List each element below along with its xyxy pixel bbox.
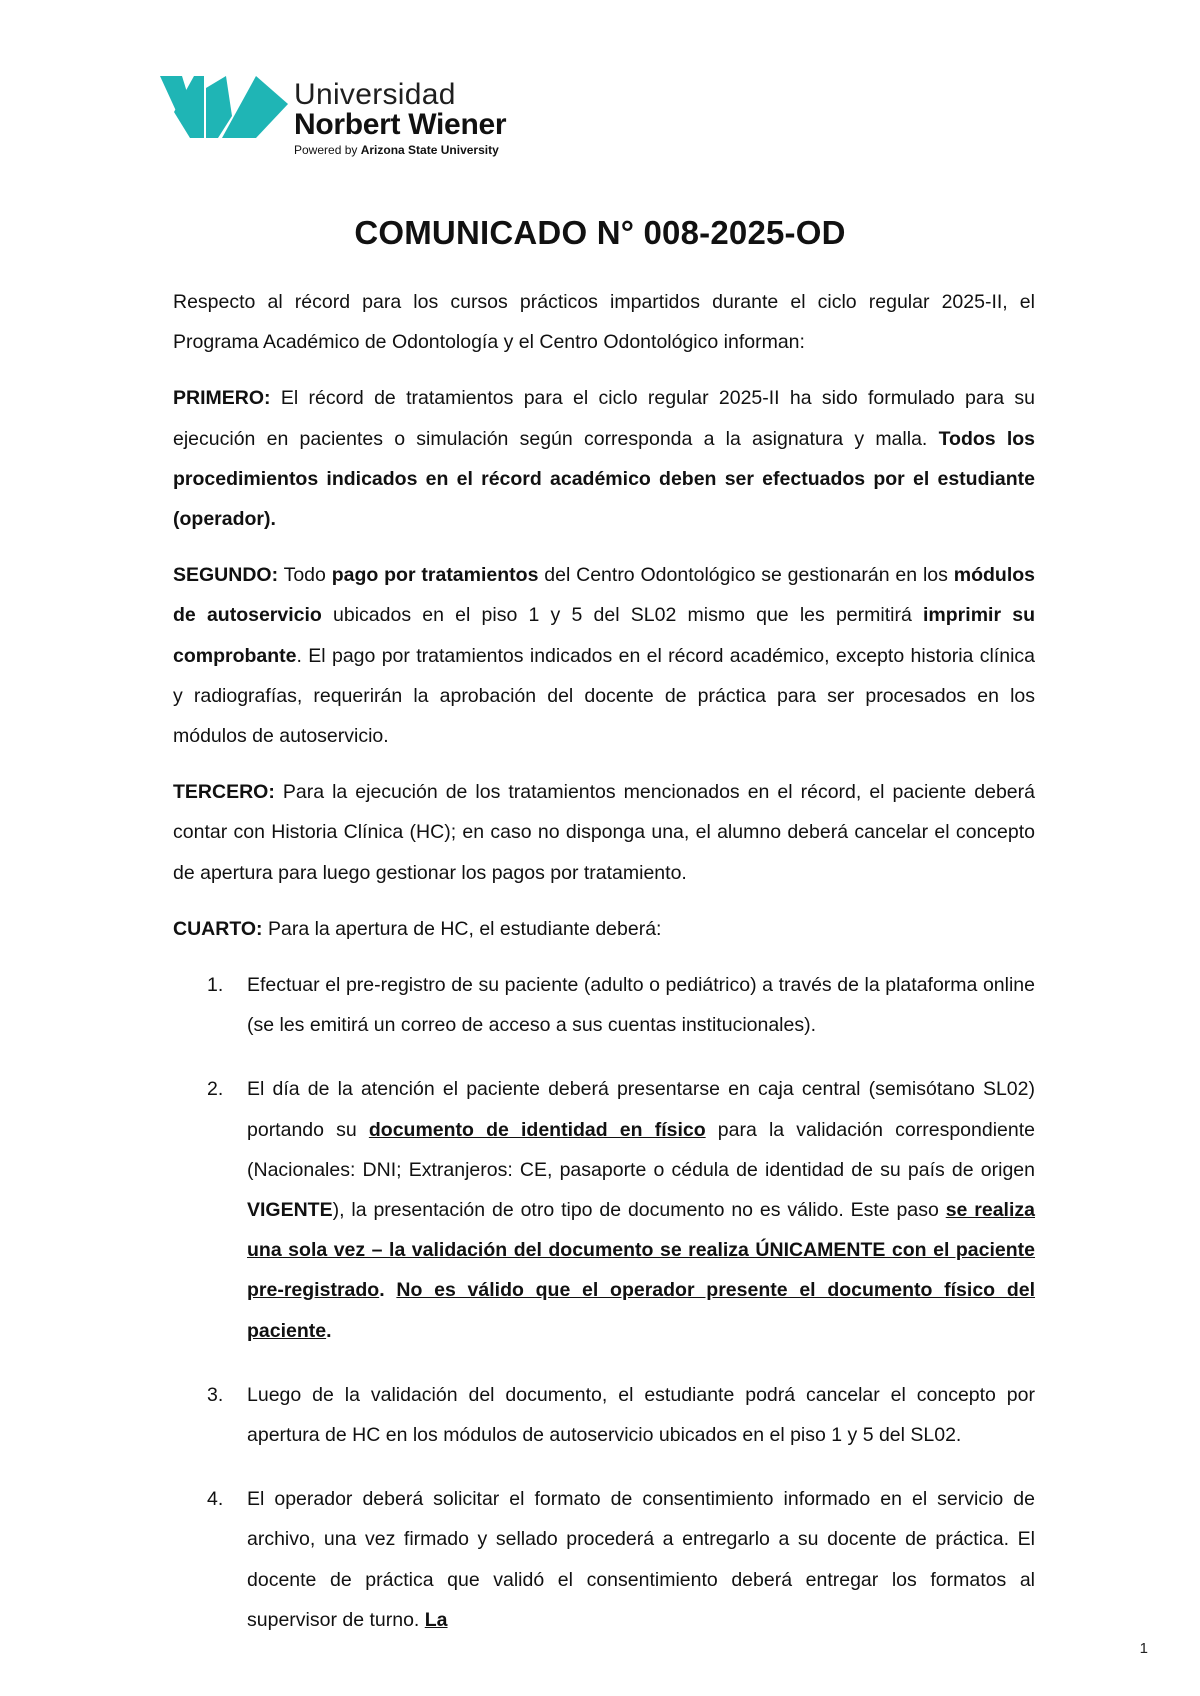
primero-label: PRIMERO: bbox=[173, 387, 271, 410]
step-number: 2. bbox=[207, 1078, 224, 1101]
step-text: El día de la atención el paciente deberá presentarse en caja central (semisótano SL02) portando su bbox=[247, 1078, 1035, 1141]
paragraph-cuarto bbox=[173, 909, 1035, 949]
step-underline: documento de identidad en físico bbox=[368, 1118, 706, 1141]
step-text: El operador deberá solicitar el formato de consentimiento informado en el servicio de archivo, una vez firmado y sellado procederá a entregarlo a su docente de práctica. El docente de práctica que validó el consentimiento deberá entregar los formatos al supervisor de turno. bbox=[247, 1488, 1035, 1631]
steps-list bbox=[173, 965, 1035, 1640]
step-underline: se realiza una sola vez – la validación del documento se realiza ÚNICAMENTE con el paciente pre-registrado bbox=[247, 1199, 1035, 1302]
logo-line-universidad: Universidad bbox=[294, 78, 456, 111]
university-logo-mark-icon bbox=[160, 76, 290, 146]
logo-line-name: Norbert Wiener bbox=[294, 108, 507, 141]
segundo-text-3: ubicados en el piso 1 y 5 del SL02 mismo que les permitirá bbox=[321, 604, 924, 627]
paragraph-primero bbox=[173, 378, 1035, 539]
university-logo bbox=[160, 76, 507, 157]
page-number: 1 bbox=[1139, 1640, 1148, 1657]
step-underline: La bbox=[424, 1608, 448, 1631]
cuarto-label: CUARTO: bbox=[173, 917, 263, 940]
logo-tagline bbox=[294, 143, 499, 157]
page-title: COMUNICADO N° 008-2025-OD bbox=[354, 214, 846, 251]
step-number: 3. bbox=[207, 1383, 224, 1406]
step-text: Efectuar el pre-registro de su paciente (adulto o pediátrico) a través de la plataforma online (se les emitirá un correo de acceso a sus cuentas institucionales). bbox=[247, 974, 1035, 1037]
logo-tagline-prefix: Powered by bbox=[294, 143, 358, 157]
logo-tagline-brand: Arizona State University bbox=[360, 143, 499, 157]
cuarto-text: Para la apertura de HC, el estudiante deberá: bbox=[262, 917, 662, 940]
tercero-label: TERCERO: bbox=[173, 781, 275, 804]
segundo-bold-1: pago por tratamientos bbox=[331, 564, 539, 587]
step-number: 4. bbox=[207, 1488, 224, 1511]
paragraph-segundo bbox=[173, 555, 1035, 756]
segundo-bold-2: módulos de autoservicio bbox=[173, 564, 1035, 627]
step-text: . bbox=[379, 1279, 397, 1302]
primero-bold: Todos los procedimientos indicados en el récord académico deben ser efectuados por el estudiante (operador). bbox=[173, 427, 1036, 531]
list-item bbox=[173, 965, 1035, 1045]
step-text: ), la presentación de otro tipo de documento no es válido. Este paso bbox=[332, 1199, 946, 1222]
segundo-label: SEGUNDO: bbox=[173, 564, 279, 587]
communique-body bbox=[173, 282, 1035, 1664]
step-text: Luego de la validación del documento, el estudiante podrá cancelar el concepto por apertura de HC en los módulos de autoservicio ubicados en el piso 1 y 5 del SL02. bbox=[247, 1383, 1035, 1447]
step-bold: VIGENTE bbox=[247, 1199, 333, 1222]
list-item bbox=[173, 1375, 1035, 1455]
step-text: . bbox=[326, 1319, 332, 1342]
segundo-bold-3: imprimir su comprobante bbox=[173, 604, 1035, 667]
step-underline: No es válido que el operador presente el documento físico del paciente bbox=[247, 1279, 1035, 1342]
segundo-text-2: del Centro Odontológico se gestionarán en los bbox=[538, 564, 954, 587]
paragraph-tercero bbox=[173, 772, 1035, 893]
intro-paragraph: Respecto al récord para los cursos prácticos impartidos durante el ciclo regular 2025-II, el Programa Académico de Odontología y el Centro Odontológico informan: bbox=[173, 291, 1035, 354]
segundo-text-1: Todo bbox=[278, 564, 332, 587]
list-item bbox=[173, 1479, 1035, 1640]
segundo-text-4: . El pago por tratamientos indicados en el récord académico, excepto historia clínica y radiografías, requerirán la aprobación del docente de práctica para ser procesados en los módulos de autoservicio. bbox=[173, 644, 1035, 748]
primero-text: El récord de tratamientos para el ciclo regular 2025-II ha sido formulado para su ejecución en pacientes o simulación según corresponda a la asignatura y malla. bbox=[173, 387, 1035, 450]
tercero-text: Para la ejecución de los tratamientos mencionados en el récord, el paciente deberá contar con Historia Clínica (HC); en caso no disponga una, el alumno deberá cancelar el concepto de apertura para luego gestionar los pagos por tratamiento. bbox=[173, 781, 1035, 884]
list-item bbox=[173, 1069, 1035, 1350]
step-number: 1. bbox=[207, 974, 224, 997]
step-text: para la validación correspondiente (Nacionales: DNI; Extranjeros: CE, pasaporte o cédula de identidad de su país de origen bbox=[247, 1118, 1035, 1181]
